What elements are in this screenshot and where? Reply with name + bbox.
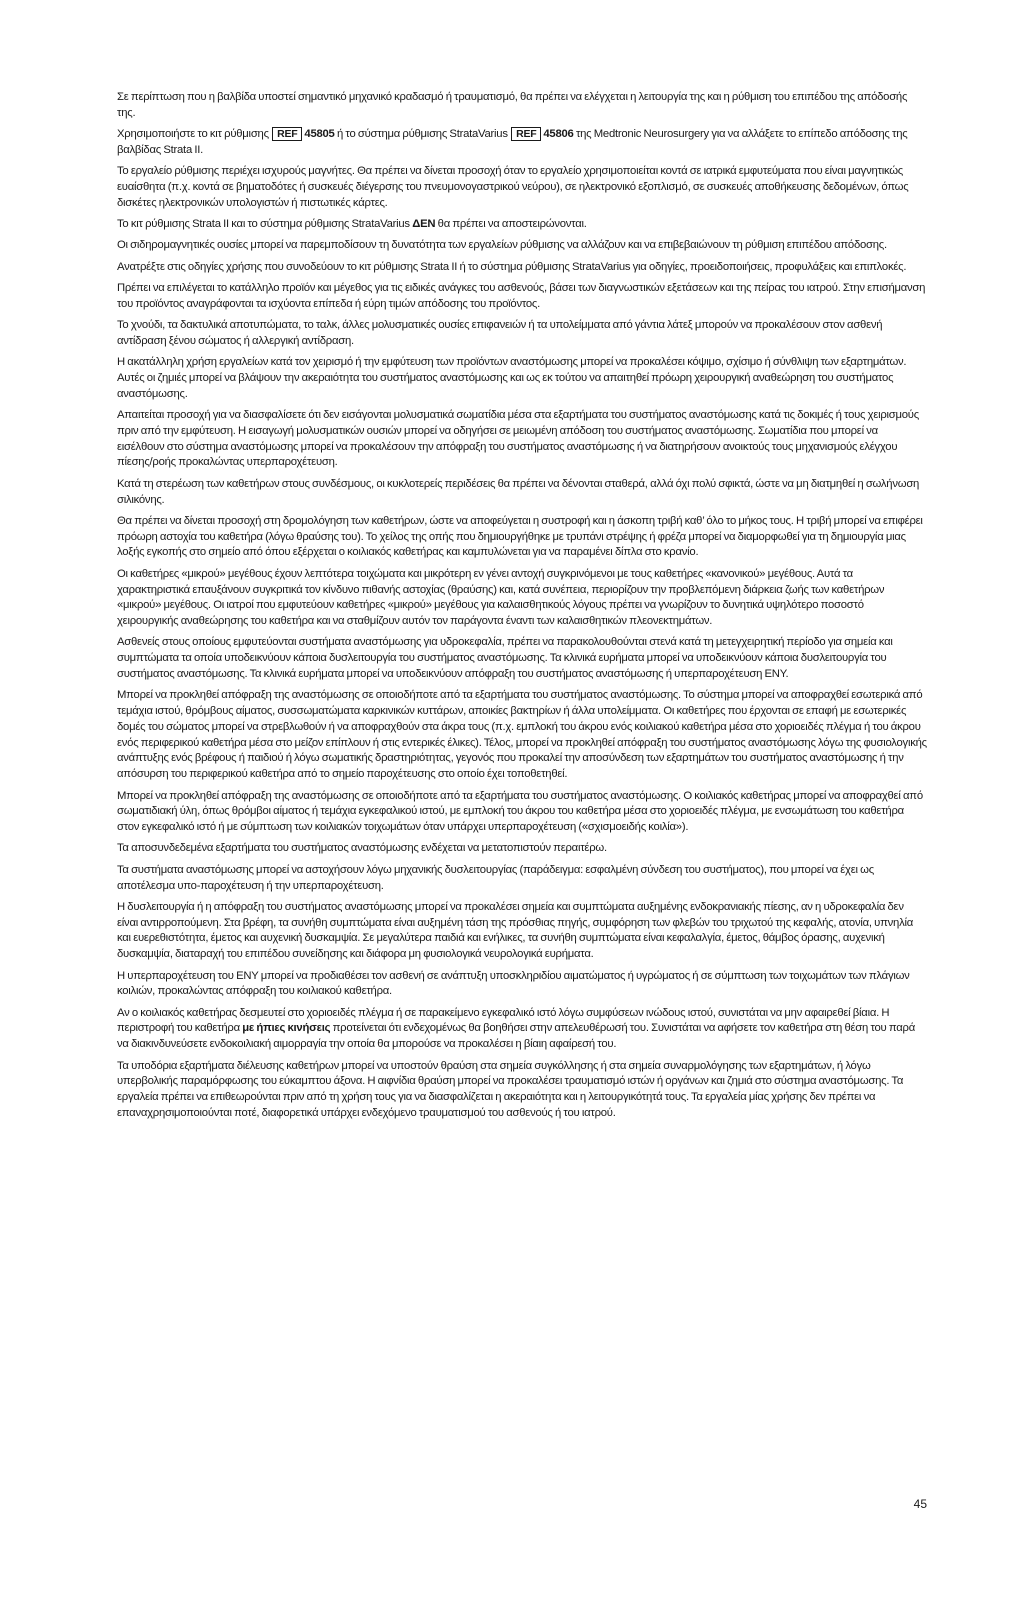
paragraph-2-text-b: ή το σύστημα ρύθμισης StrataVarius [336,128,508,141]
paragraph-2 [117,127,927,159]
paragraph-21-emphasis: με ήπιες κινήσεις [242,1022,331,1035]
paragraph-7: Πρέπει να επιλέγεται το κατάλληλο προϊόν και μέγεθος για τις ειδικές ανάγκες του ασθενούς, βάσει των διαγνωστικών εξετάσεων και της πείρας του ιατρού. Στην επισήμανση του προϊόντος αναγράφονται τα ισχύοντα επίπεδα ή εύρη τιμών απόδοσης του προϊόντος. [117,281,926,310]
paragraph-5: Οι σιδηρομαγνητικές ουσίες μπορεί να παρεμποδίσουν τη δυνατότητα των εργαλείων ρύθμισης να αλλάζουν και να επιβεβαιώνουν τη ρύθμιση επιπέδου απόδοσης. [117,239,887,252]
paragraph-2-text-c: της Medtronic Neurosurgery για να αλλάξετε το επίπεδο απόδοσης της βαλβίδας Strata II. [117,128,908,156]
paragraph-3: Το εργαλείο ρύθμισης περιέχει ισχυρούς μαγνήτες. Θα πρέπει να δίνεται προσοχή όταν το εργαλείο χρησιμοποιείται κοντά σε ιατρικά εμφυτεύματα που είναι μαγνητικώς ευαίσθητα (π.χ. κοντά σε βηματοδότες ή συσκευές διέγερσης του πνευμονογαστρικού νεύρου), σε ηλεκτρονικό εξοπλισμό, σε συσκευές αποθήκευσης δεδομένων, όπως δισκέτες ηλεκτρονικών υπολογιστών ή πιστωτικές κάρτες. [117,165,909,209]
ref-number-stratavarius: 45806 [543,128,574,141]
paragraph-13: Οι καθετήρες «μικρού» μεγέθους έχουν λεπτότερα τοιχώματα και μικρότερη εν γένει αντοχή συγκρινόμενοι με τους καθετήρες «κανονικού» μεγέθους. Αυτά τα χαρακτηριστικά επαυξάνουν συγκριτικά τον κίνδυνο πιθανής αστοχίας (θραύσης) και, κατά συνέπεια, περιορίζουν την προβλεπόμενη διάρκεια ζωής των καθετήρων «μικρού» μεγέθους. Οι ιατροί που εμφυτεύουν καθετήρες «μικρού» μεγέθους για καλαισθητικούς λόγους πρέπει να γνωρίζουν το δυνητικά υψηλότερο ποσοστό χειρουργικής αναθεώρησης του καθετήρα και να σταθμίζουν αυτόν τον παράγοντα έναντι των καλαισθητικών πλεονεκτημάτων. [117,567,885,628]
paragraph-11: Κατά τη στερέωση των καθετήρων στους συνδέσμους, οι κυκλοτερείς περιδέσεις θα πρέπει να δένονται σταθερά, αλλά όχι πολύ σφικτά, ώστε να μη διατμηθεί η σωλήνωση σιλικόνης. [117,477,920,506]
paragraph-14: Ασθενείς στους οποίους εμφυτεύονται συστήματα αναστόμωσης για υδροκεφαλία, πρέπει να παρακολουθούνται στενά κατά τη μετεγχειρητική περίοδο για σημεία και συμπτώματα τα οποία υποδεικνύουν κάποια δυσλειτουργία του συστήματος αναστόμωσης. Τα κλινικά ευρήματα μπορεί να υποδεικνύουν κάποια δυσλειτουργία του συστήματος αναστόμωσης. Τα κλινικά ευρήματα μπορεί να υποδεικνύουν απόφραξη του συστήματος αναστόμωσης ή υπερπαροχέτευση ΕΝΥ. [117,636,893,680]
paragraph-10: Απαιτείται προσοχή για να διασφαλίσετε ότι δεν εισάγονται μολυσματικά σωματίδια μέσα στα εξαρτήματα του συστήματος αναστόμωσης κατά τις δοκιμές ή τους χειρισμούς πριν από την εμφύτευση. Η εισαγωγή μολυσματικών ουσιών μπορεί να οδηγήσει σε μειωμένη απόδοση του συστήματος αναστόμωσης. Σωματίδια που μπορεί να εισέλθουν στο σύστημα αναστόμωσης μπορεί να προκαλέσουν την απόφραξη του συστήματος αναστόμωσης ή να διατηρήσουν ανοικτούς τους μηχανισμούς ελέγχου πίεσης/ροής προκαλώντας υπερπαροχέτευση. [117,409,919,469]
paragraph-21 [117,1006,927,1053]
paragraph-18: Τα συστήματα αναστόμωσης μπορεί να αστοχήσουν λόγω μηχανικής δυσλειτουργίας (παράδειγμα: εσφαλμένη σύνδεση του συστήματος), που μπορεί να έχει ως αποτέλεσμα υπο-παροχέτευση ή την υπερπαροχέτευση. [117,863,874,892]
paragraph-9: Η ακατάλληλη χρήση εργαλείων κατά τον χειρισμό ή την εμφύτευση των προϊόντων αναστόμωσης μπορεί να προκαλέσει κόψιμο, σχίσιμο ή σύνθλιψη των εξαρτημάτων. Αυτές οι ζημιές μπορεί να βλάψουν την ακεραιότητα του συστήματος αναστόμωσης και ως εκ τούτου να απαιτηθεί πρόωρη χειρουργική αναθεώρηση του συστήματος αναστόμωσης. [117,356,907,400]
paragraph-4-text-b: θα πρέπει να αποστειρώνονται. [437,218,587,231]
paragraph-21-text-b: προτείνεται ότι ενδεχομένως θα βοηθήσει στην απελευθέρωσή του. Συνιστάται να αφήσετε τον καθετήρα στη θέση του παρά να διακινδυνεύσετε ενδοκοιλιακή αιμορραγία την οποία θα μπορούσε να προκαλέσει η βίαιη αφαίρεσή του. [117,1022,915,1051]
paragraph-21-text-a: Αν ο κοιλιακός καθετήρας δεσμευτεί στο χοριοειδές πλέγμα ή σε παρακείμενο εγκεφαλικό ιστό λόγω συμφύσεων ινώδους ιστού, συνιστάται να μην αφαιρεθεί βίαια. Η περιστροφή του καθετήρα [117,1006,890,1035]
ref-number-adjustment-kit: 45805 [304,128,335,141]
paragraph-2-text-a: Χρησιμοποιήστε το κιτ ρύθμισης [117,128,269,141]
paragraph-15: Μπορεί να προκληθεί απόφραξη της αναστόμωσης σε οποιοδήποτε από τα εξαρτήματα του συστήματος αναστόμωσης. Το σύστημα μπορεί να αποφραχθεί εσωτερικά από τεμάχια ιστού, θρόμβους αίματος, συσσωματώματα καρκινικών κυττάρων, αποικίες βακτηρίων ή άλλα υπολείμματα. Οι καθετήρες που έρχονται σε επαφή με εσωτερικές δομές του σώματος μπορεί να στρεβλωθούν ή να αποφραχθούν στα άκρα τους (π.χ. εμπλοκή του άκρου ενός κοιλιακού καθετήρα μέσα στο χοριοειδές πλέγμα ή του άκρου ενός περιφερικού καθετήρα μέσα στο μείζον επίπλουν ή στις εντερικές έλικες). Τέλος, μπορεί να προκληθεί απόφραξη του συστήματος αναστόμωσης λόγω της φυσιολογικής ανάπτυξης ενός βρέφους ή παιδιού ή λόγω σωματικής δραστηριότητας, γεγονός που προκαλεί την αποσύνδεση των εξαρτημάτων του συστήματος αναστόμωσης ή την απόσυρση του περιφερικού καθετήρα από το σημείο παροχέτευσης στο οποίο έχει τοποθετηθεί. [117,689,927,781]
ref-symbol: REF [272,127,302,141]
paragraph-20: Η υπερπαροχέτευση του ΕΝΥ μπορεί να προδιαθέσει τον ασθενή σε ανάπτυξη υποσκληριδίου αιματώματος ή υγρώματος ή σε σύμπτωση των τοιχωμάτων των πλάγιων κοιλιών, προκαλώντας απόφραξη του κοιλιακού καθετήρα. [117,969,910,998]
paragraph-17: Τα αποσυνδεδεμένα εξαρτήματα του συστήματος αναστόμωσης ενδέχεται να μετατοπιστούν περαιτέρω. [117,842,607,855]
paragraph-19: Η δυσλειτουργία ή η απόφραξη του συστήματος αναστόμωσης μπορεί να προκαλέσει σημεία και συμπτώματα αυξημένης ενδοκρανιακής πίεσης, αν η υδροκεφαλία δεν είναι αντιρροπούμενη. Στα βρέφη, τα συνήθη συμπτώματα είναι αυξημένη τάση της πρόσθιας πηγής, συμφόρηση των φλεβών του τριχωτού της κεφαλής, ατονία, υπνηλία και ευερεθιστότητα, έμετος και αυχενική δυσκαμψία. Σε μεγαλύτερα παιδιά και ενήλικες, τα συνήθη συμπτώματα είναι κεφαλαλγία, έμετος, θάμβος όρασης, αυχενική δυσκαμψία, διαταραχή του επιπέδου συνείδησης και διάφορα μη φυσιολογικά νευρολογικά ευρήματα. [117,900,914,961]
paragraph-8: Το χνούδι, τα δακτυλικά αποτυπώματα, το ταλκ, άλλες μολυσματικές ουσίες επιφανειών ή τα υπολείμματα από γάντια λάτεξ μπορούν να προκαλέσουν στον ασθενή αντίδραση ξένου σώματος ή αλλεργική αντίδραση. [117,319,883,347]
paragraph-6: Ανατρέξτε στις οδηγίες χρήσης που συνοδεύουν το κιτ ρύθμισης Strata II ή το σύστημα ρύθμισης StrataVarius για οδηγίες, προειδοποιήσεις, προφυλάξεις και επιπλοκές. [117,260,907,273]
paragraph-4-text-a: Το κιτ ρύθμισης Strata II και το σύστημα ρύθμισης StrataVarius [117,218,410,231]
paragraph-4 [117,217,927,233]
paragraph-1: Σε περίπτωση που η βαλβίδα υποστεί σημαντικό μηχανικό κραδασμό ή τραυματισμό, θα πρέπει να ελέγχεται η λειτουργία της και η ρύθμιση του επιπέδου της απόδοσής της. [117,91,908,119]
paragraph-22: Τα υποδόρια εξαρτήματα διέλευσης καθετήρων μπορεί να υποστούν θραύση στα σημεία συγκόλλησης ή στα σημεία συναρμολόγησης των εξαρτημάτων, ή λόγω υπερβολικής παραμόρφωσης του εύκαμπτου άξονα. Η αιφνίδια θραύση μπορεί να προκαλέσει τραυματισμό ιστών ή οργάνων και ζημιά στο σύστημα αναστόμωσης. Τα εργαλεία πρέπει να επιθεωρούνται πριν από τη χρήση τους για να διασφαλίζεται η ακεραιότητα και η λειτουργικότητά τους. Τα εργαλεία μίας χρήσης δεν πρέπει να επαναχρησιμοποιούνται ποτέ, διαφορετικά υπάρχει ενδεχόμενο τραυματισμού του ασθενούς ή του ιατρού. [117,1059,904,1119]
paragraph-12: Θα πρέπει να δίνεται προσοχή στη δρομολόγηση των καθετήρων, ώστε να αποφεύγεται η συστροφή και η άσκοπη τριβή καθ’ όλο το μήκος τους. Η τριβή μπορεί να επιφέρει πρόωρη αστοχία του καθετήρα (λόγω θραύσης του). Το χείλος της οπής που δημιουργήθηκε με τρυπάνι στρέψης ή φρέζα μπορεί να διαμορφωθεί για τη δημιουργία μιας λοξής εγκοπής στο σημείο από όπου εξέρχεται ο κοιλιακός καθετήρας και καμπυλώνεται για να παραμένει δίπλα στο κρανίο. [117,514,923,559]
ref-symbol: REF [511,127,541,141]
paragraph-16: Μπορεί να προκληθεί απόφραξη της αναστόμωσης σε οποιοδήποτε από τα εξαρτήματα του συστήματος αναστόμωσης. Ο κοιλιακός καθετήρας μπορεί να αποφραχθεί από σωματιδιακή ύλη, όπως θρόμβοι αίματος ή τεμάχια εγκεφαλικού ιστού, με εμπλοκή του άκρου του καθετήρα μέσα στο χοριοειδές πλέγμα, με ενσωμάτωση του καθετήρα στον εγκεφαλικό ιστό ή με σύμπτωση των κοιλιακών τοιχωμάτων όταν υπάρχει υπερπαροχέτευση («σχισμοειδής κοιλία»). [117,789,923,834]
page-number: 45 [913,1497,927,1511]
paragraph-4-emphasis: ΔΕΝ [412,218,436,231]
document-body [117,90,927,1127]
